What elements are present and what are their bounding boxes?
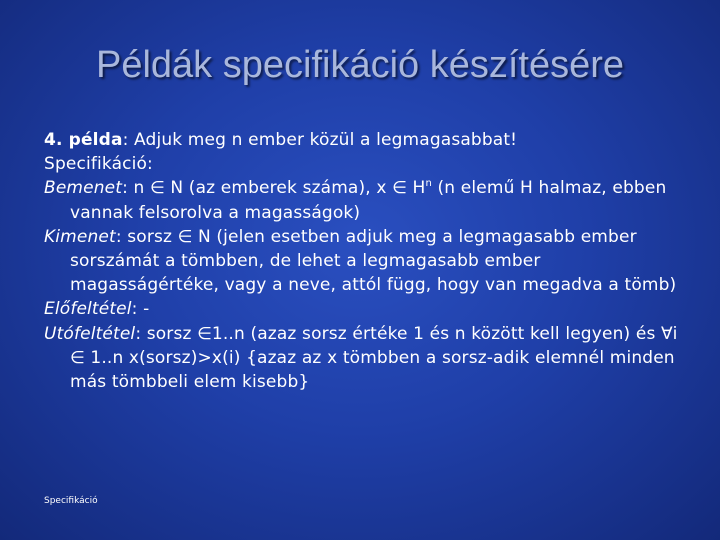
example-colon: :	[122, 130, 129, 150]
output-text-b: N (jelen esetben adjuk meg a legmagasabb ember sorszámát a tömbben, de lehet a legmagasabb ember magasságértéke, vagy a neve, attól függ, hogy van megadva a tömb)	[70, 226, 677, 296]
element-of-symbol: ∈	[70, 347, 85, 368]
postcondition-text-b: 1..n (azaz sorsz értéke 1 és n között kell legyen) és	[211, 323, 662, 344]
superscript-n: n	[425, 178, 432, 190]
example-text: Adjuk meg n ember közül a legmagasabbat!	[128, 130, 518, 150]
input-text-b: N (az emberek száma), x	[164, 178, 393, 199]
element-of-symbol: ∈	[392, 178, 407, 199]
input-text-a: : n	[122, 178, 151, 199]
element-of-symbol: ∈	[177, 226, 193, 247]
precondition-line	[44, 297, 684, 321]
element-of-symbol: ∈	[197, 323, 212, 344]
output-line	[44, 225, 684, 298]
input-text-d: (n elemű H halmaz, ebben vannak felsorolva a magasságok)	[70, 178, 667, 223]
postcondition-label: Utófeltétel	[44, 323, 136, 344]
slide-title: Példák specifikáció készítésére	[95, 44, 625, 86]
postcondition-text-a: : sorsz	[135, 323, 198, 344]
slide-content	[44, 128, 684, 394]
precondition-label: Előfeltétel	[44, 299, 132, 320]
element-of-symbol: ∈	[150, 178, 165, 199]
example-label: 4. példa	[44, 130, 123, 150]
input-text-c: H	[406, 178, 426, 199]
spec-heading: Specifikáció:	[44, 154, 153, 175]
postcondition-line	[44, 322, 684, 395]
forall-symbol: ∀	[661, 323, 673, 344]
output-text-a: : sorsz	[115, 226, 178, 247]
slide-footer: Specifikáció	[44, 496, 98, 506]
postcondition-text-d: 1..n x(sorsz)>x(i) {azaz az x tömbben a sorsz-adik elemnél minden más tömbbeli elem kisebb}	[70, 347, 675, 393]
example-line	[44, 128, 684, 152]
input-label: Bemenet	[44, 178, 123, 199]
output-label: Kimenet	[44, 226, 116, 247]
input-line	[44, 176, 684, 224]
precondition-text: : -	[131, 299, 150, 320]
postcondition-text-c: i	[672, 323, 678, 344]
